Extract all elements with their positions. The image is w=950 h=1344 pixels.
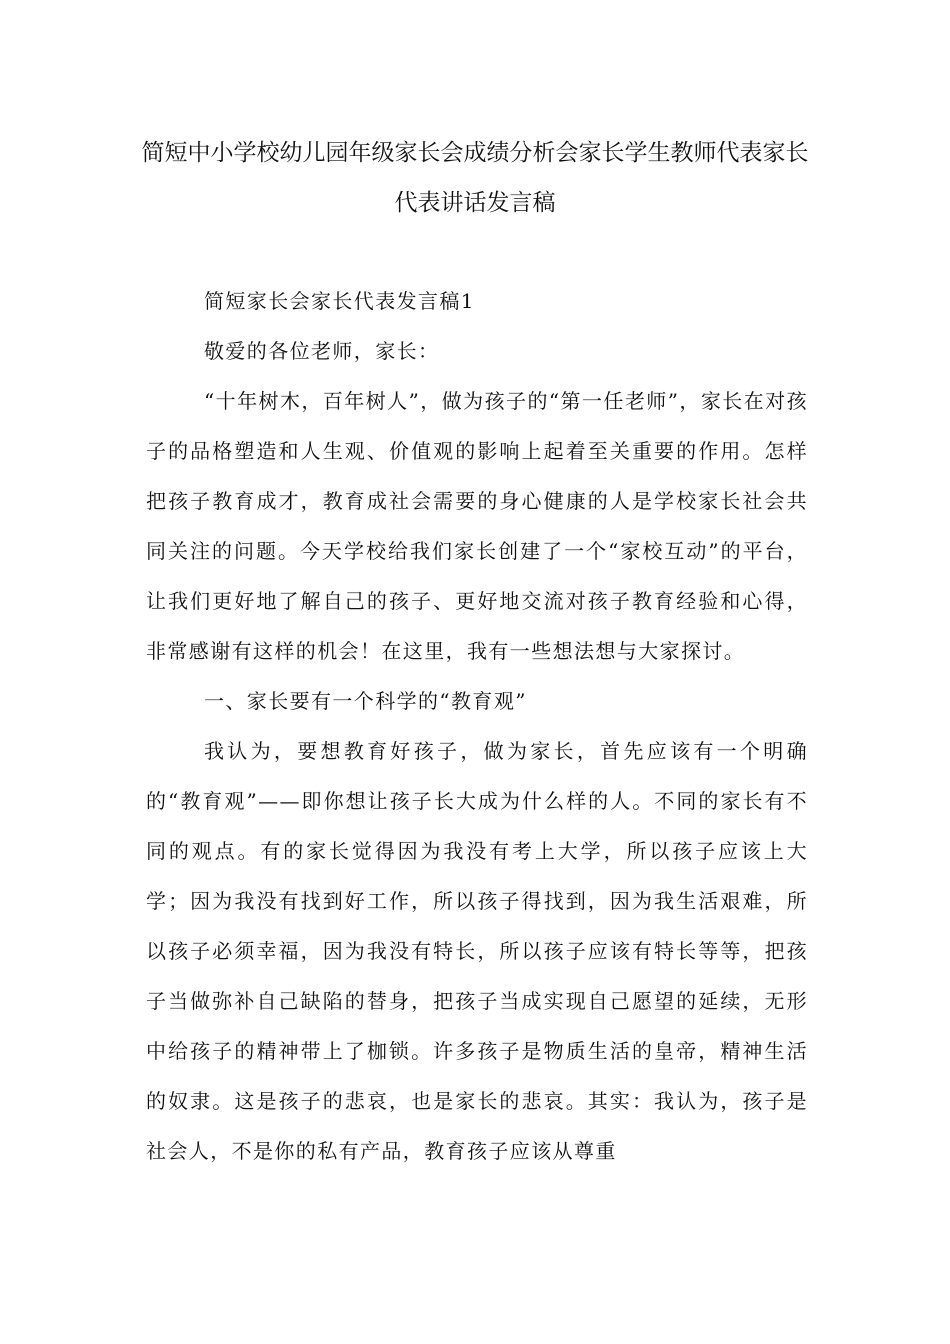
salutation: 敬爱的各位老师，家长： [204,339,440,363]
subheading-education-view: 一、家长要有一个科学的“教育观” [204,689,527,713]
title-line-1: 简短中小学校幼儿园年级家长会成绩分析会家长学生教师代表家长 [141,140,809,166]
intro-paragraph: “十年树木，百年树人”，做为孩子的“第一任老师”，家长在对孩子的品格塑造和人生观、价值观的影响上起着至关重要的作用。怎样把孩子教育成才，教育成社会需要的身心健康的人是学校家长社会共同关注的问题。今天学校给我们家长创建了一个“家校互动”的平台，让我们更好地了解自己的孩子、更好地交流对孩子教育经验和心得，非常感谢有这样的机会！在这里，我有一些想法想与大家探讨。 [146,389,808,663]
document-body [146,276,808,1176]
document-title [140,128,810,228]
section-heading: 简短家长会家长代表发言稿1 [204,289,475,313]
body-paragraph: 我认为，要想教育好孩子，做为家长，首先应该有一个明确的“教育观”——即你想让孩子长大成为什么样的人。不同的家长有不同的观点。有的家长觉得因为我没有考上大学，所以孩子应该上大学；因为我没有找到好工作，所以孩子得找到，因为我生活艰难，所以孩子必须幸福，因为我没有特长，所以孩子应该有特长等等，把孩子当做弥补自己缺陷的替身，把孩子当成实现自己愿望的延续，无形中给孩子的精神带上了枷锁。许多孩子是物质生活的皇帝，精神生活的奴隶。这是孩子的悲哀，也是家长的悲哀。其实：我认为，孩子是社会人，不是你的私有产品，教育孩子应该从尊重 [146,739,808,1163]
title-line-2: 代表讲话发言稿 [394,190,556,216]
